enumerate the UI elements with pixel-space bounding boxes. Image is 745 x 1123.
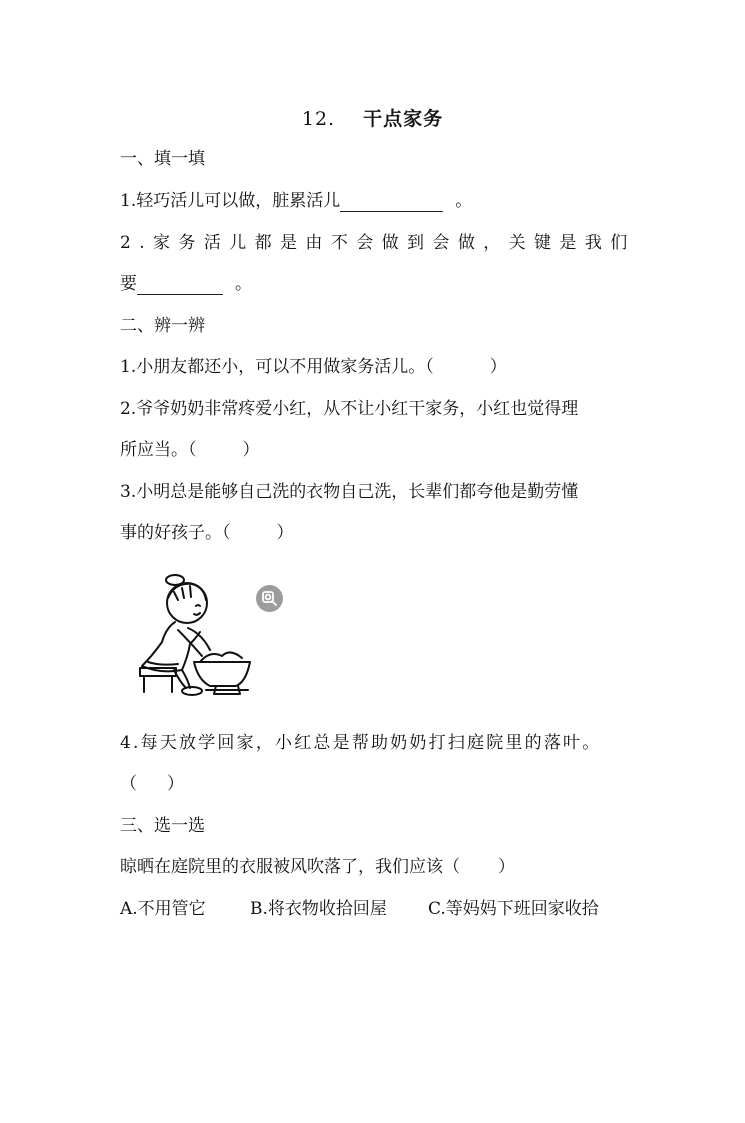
s3-question <box>120 856 515 878</box>
s2-q4-text: 4.每天放学回家，小红总是帮助奶奶打扫庭院里的落叶。 <box>120 733 602 753</box>
s1-q2-line1: 2.家务活儿都是由不会做到会做，关键是我们 <box>120 233 636 253</box>
s2-q2-line1: 2.爷爷奶奶非常疼爱小红，从不让小红干家务，小红也觉得理 <box>120 399 579 419</box>
s2-q4-line2 <box>120 773 184 795</box>
s2-q3-line2 <box>120 522 294 544</box>
s1-q2-line2 <box>120 273 252 295</box>
s1-q1-end: 。 <box>455 191 473 211</box>
s2-q1 <box>120 356 507 378</box>
s1-q2-blank[interactable] <box>137 276 223 295</box>
s3-option-b[interactable]: B.将衣物收拾回屋 <box>250 899 387 919</box>
s1-q1-blank[interactable] <box>340 193 443 212</box>
s1-q2-end: 。 <box>235 274 252 294</box>
s2-q1-text: 1.小朋友都还小，可以不用做家务活儿。（ <box>120 357 434 377</box>
section3-heading: 三、选一选 <box>120 816 205 836</box>
section1-heading: 一、填一填 <box>120 149 205 169</box>
lesson-number: 12. <box>301 108 336 130</box>
s2-q3-text: 事的好孩子。（ <box>120 523 231 543</box>
s3-question-text: 晾晒在庭院里的衣服被风吹落了，我们应该（ <box>120 857 460 877</box>
s2-q2-line2 <box>120 439 260 461</box>
zoom-search-icon[interactable] <box>256 585 283 612</box>
s1-q1-text: 1.轻巧活儿可以做，脏累活儿 <box>120 191 341 211</box>
s2-q2-close: ） <box>242 440 260 460</box>
s2-q4-close: ） <box>167 774 184 794</box>
s1-q1 <box>120 190 472 212</box>
s3-option-c[interactable]: C.等妈妈下班回家收拾 <box>428 899 599 919</box>
girl-washing-clothes-icon <box>130 570 260 705</box>
page-title <box>0 104 745 131</box>
s2-q4-open: （ <box>120 774 137 794</box>
lesson-title: 干点家务 <box>363 108 444 130</box>
s2-q3-close: ） <box>276 523 294 543</box>
s2-q4-line1 <box>120 732 624 754</box>
section2-heading: 二、辨一辨 <box>120 316 205 336</box>
s2-q2-text: 所应当。（ <box>120 440 197 460</box>
s3-question-close: ） <box>498 857 515 877</box>
s2-q1-close: ） <box>489 357 507 377</box>
s3-option-a[interactable]: A.不用管它 <box>120 899 206 919</box>
s2-q3-line1: 3.小明总是能够自己洗的衣物自己洗，长辈们都夸他是勤劳懂 <box>120 482 579 502</box>
s1-q2-start: 要 <box>120 274 137 294</box>
